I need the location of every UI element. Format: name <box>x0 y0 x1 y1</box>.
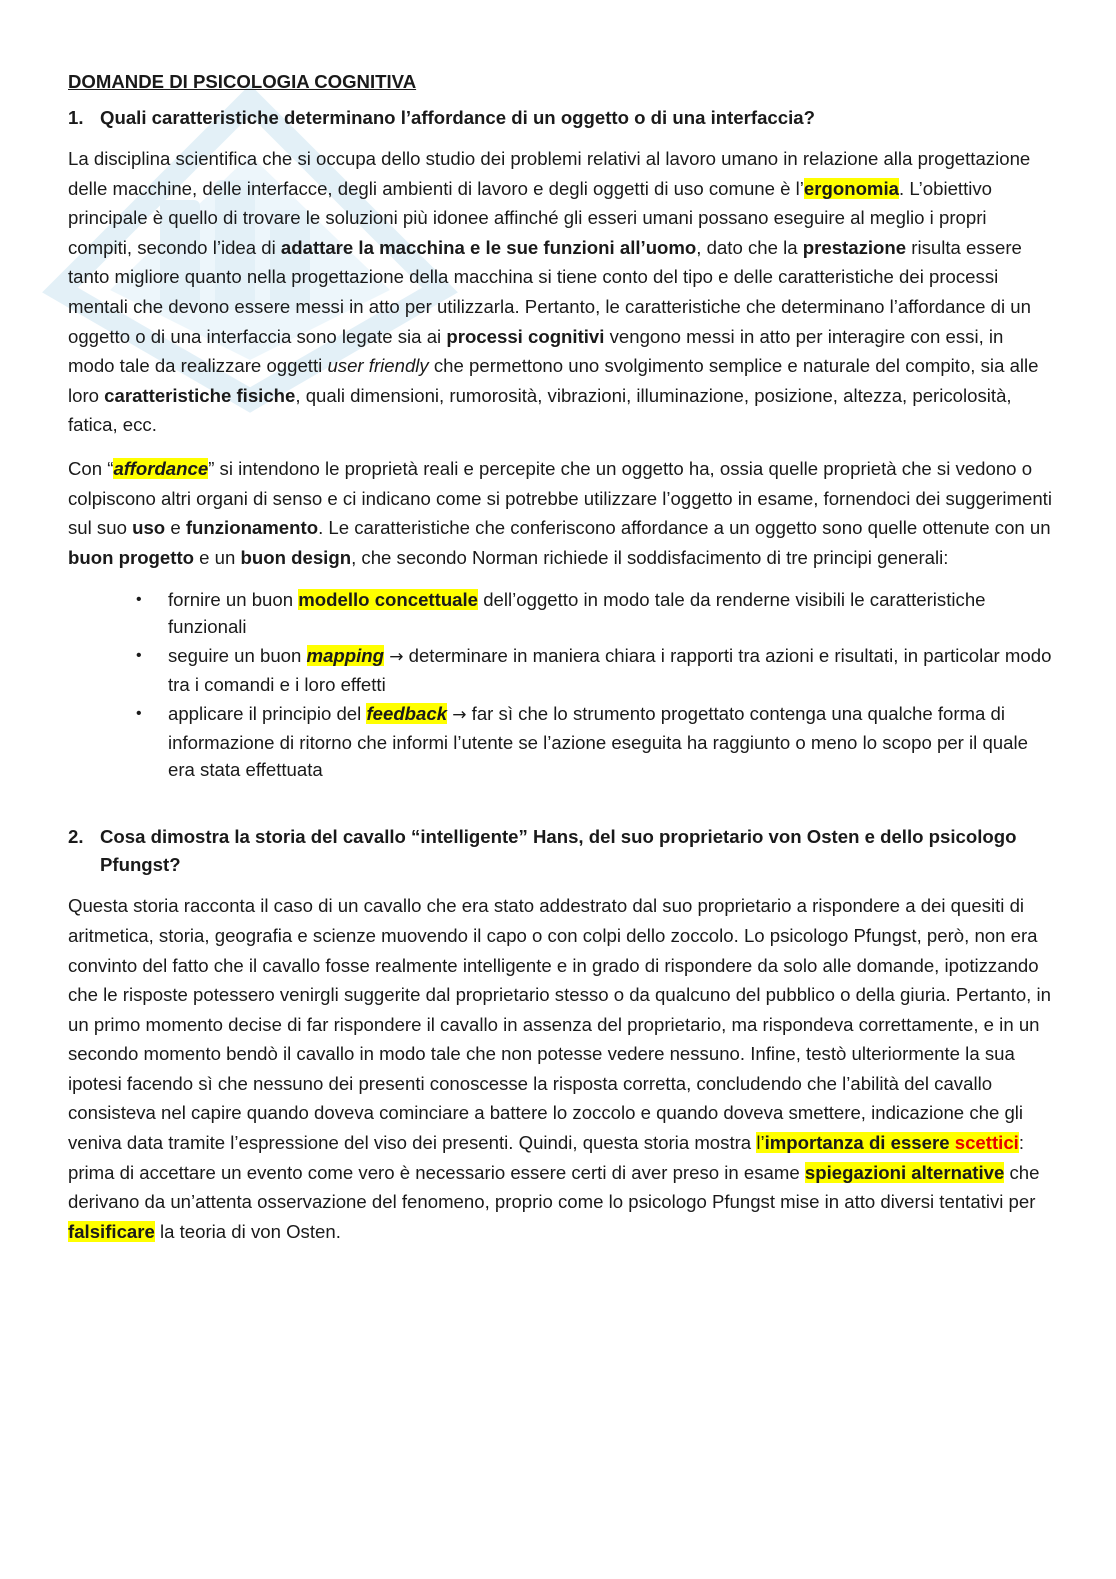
highlight-affordance: affordance <box>113 457 209 479</box>
highlight-scettici: scettici <box>954 1132 1019 1154</box>
answer-1-paragraph-2: Con “affordance” si intendono le proprietà reali e percepite che un oggetto ha, ossia quelle proprietà che si vedono o colpiscono altri organi di senso e ci indicano come si potrebbe utilizzare l’oggetto in esame, fornendoci dei suggerimenti sul suo uso e funzionamento. Le caratteristiche che conferiscono affordance a un oggetto sono quelle ottenute con un buon progetto e un buon design, che secondo Norman richiede il soddisfacimento di tre principi generali: <box>68 457 1052 568</box>
question-2-text: Cosa dimostra la storia del cavallo “intelligente” Hans, del suo proprietario von Osten e dello psicologo Pfungst? <box>100 826 1017 876</box>
highlight-spiegazioni-alternative: spiegazioni alternative <box>804 1161 1005 1183</box>
bold-buon-design: buon design <box>240 546 352 568</box>
bold-prestazione: prestazione <box>802 236 907 258</box>
italic-user-friendly: user friendly <box>327 355 429 377</box>
highlight-falsificare: falsificare <box>68 1220 155 1242</box>
highlight-feedback: feedback <box>366 703 448 725</box>
highlight-importanza: importanza di essere <box>764 1132 955 1154</box>
bold-funzionamento: funzionamento <box>185 517 319 539</box>
bold-processi-cognitivi: processi cognitivi <box>446 325 605 347</box>
highlight-mapping: mapping <box>306 645 385 667</box>
answer-2-paragraph-1: Questa storia racconta il caso di un cavallo che era stato addestrato dal suo proprietario a rispondere a dei quesiti di aritmetica, storia, geografia e scienze muovendo il capo o con colpi dello zoccolo. Lo psicologo Pfungst, però, non era convinto del fatto che il cavallo fosse realmente intelligente e in grado di rispondere da solo alle domande, ipotizzando che le risposte potessero venirgli suggerite dal proprietario stesso o da qualcuno del pubblico o della giuria. Pertanto, in un primo momento decise di far rispondere il cavallo in assenza del proprietario, ma rispondeva correttamente, e in un secondo momento bendò il cavallo in modo tale che non potesse vedere nessuno. Infine, testò ulteriormente la sua ipotesi facendo sì che nessuno dei presenti conoscesse la risposta corretta, concludendo che l’abilità del cavallo consisteva nel capire quando doveva cominciare a battere lo zoccolo e quando doveva smettere, indicazione che gli veniva data tramite l’espressione del viso dei presenti. Quindi, questa storia mostra l’importanza di essere scettici: prima di accettare un evento come vero è necessario essere certi di aver preso in esame spiegazioni alternative che derivano da un’attenta osservazione del fenomeno, proprio come lo psicologo Pfungst mise in atto diversi tentativi per falsificare la teoria di von Osten. <box>68 895 1051 1242</box>
question-1-number: 1. <box>68 107 84 128</box>
list-item: • fornire un buon modello concettuale dell’oggetto in modo tale da renderne visibili le caratteristiche funzionali <box>168 586 1052 640</box>
bold-buon-progetto: buon progetto <box>68 546 194 568</box>
bold-caratteristiche-fisiche: caratteristiche fisiche <box>104 384 296 406</box>
bold-uso: uso <box>132 517 166 539</box>
question-2 <box>68 823 1052 879</box>
question-1-text: Quali caratteristiche determinano l’affordance di un oggetto o di una interfaccia? <box>100 107 815 128</box>
question-1 <box>68 104 1052 132</box>
answer-1-paragraph-1: La disciplina scientifica che si occupa dello studio dei problemi relativi al lavoro umano in relazione alla progettazione delle macchine, delle interfacce, degli ambienti di lavoro e degli oggetti di uso comune è l’ergonomia. L’obiettivo principale è quello di trovare le soluzioni più idonee affinché gli esseri umani possano eseguire al meglio i propri compiti, secondo l’idea di adattare la macchina e le sue funzioni all’uomo, dato che la prestazione risulta essere tanto migliore quanto nella progettazione della macchina si tiene conto del tipo e delle caratteristiche dei processi mentali che devono essere messi in atto per utilizzarla. Pertanto, le caratteristiche che determinano l’affordance di un oggetto o di una interfaccia sono legate sia ai processi cognitivi vengono messi in atto per interagire con essi, in modo tale da realizzare oggetti user friendly che permettono uno svolgimento semplice e naturale del compito, sia alle loro caratteristiche fisiche, quali dimensioni, rumorosità, vibrazioni, illuminazione, posizione, altezza, pericolosità, fatica, ecc. <box>68 148 1039 436</box>
principles-list <box>68 586 1052 783</box>
arrow-right-icon: → <box>452 705 467 726</box>
bold-adattare: adattare la macchina e le sue funzioni all’uomo <box>280 236 697 258</box>
highlight-ergonomia: ergonomia <box>803 177 899 199</box>
highlight-modello-concettuale: modello concettuale <box>298 589 479 611</box>
arrow-right-icon: → <box>389 647 404 668</box>
page-title: DOMANDE DI PSICOLOGIA COGNITIVA <box>68 71 417 92</box>
question-2-number: 2. <box>68 826 84 848</box>
document-body <box>68 68 1052 1260</box>
list-item: • seguire un buon mapping → determinare in maniera chiara i rapporti tra azioni e risultati, in particolar modo tra i comandi e i loro effetti <box>168 642 1052 698</box>
list-item: • applicare il principio del feedback → far sì che lo strumento progettato contenga una qualche forma di informazione di ritorno che informi l’utente se l’azione eseguita ha raggiunto o meno lo scopo per il quale era stata effettuata <box>168 700 1052 783</box>
